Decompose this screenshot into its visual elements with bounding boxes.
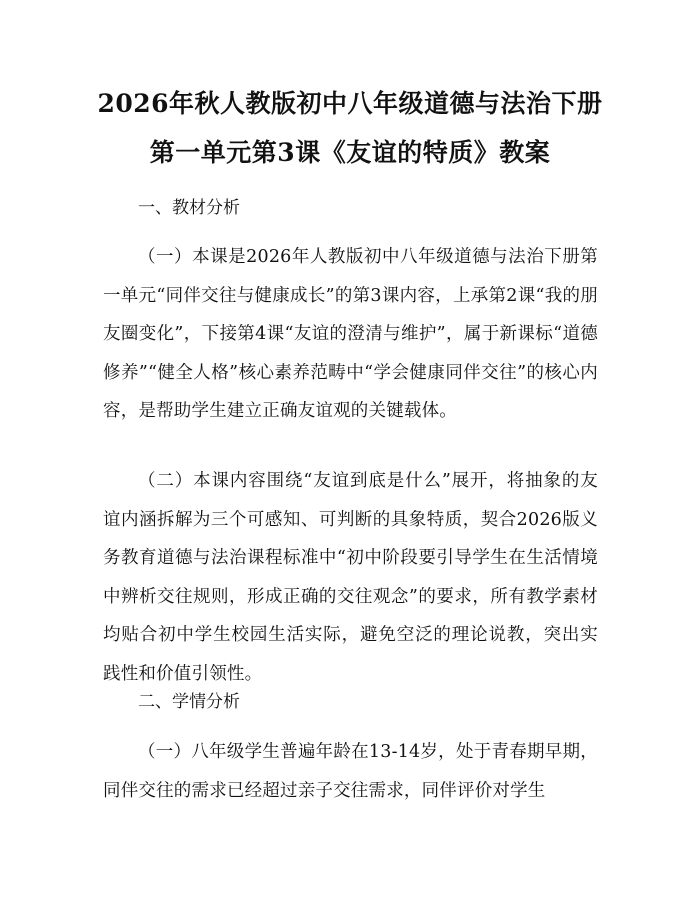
paragraph-textbook-analysis-1: （一）本课是2026年人教版初中八年级道德与法治下册第一单元“同伴交往与健康成长”的第3课内容，上承第2课“我的朋友圈变化”，下接第4课“友谊的澄清与维护”，属于新课标“道德修养”“健全人格”核心素养范畴中“学会健康同伴交往”的核心内容，是帮助学生建立正确友谊观的关键载体。 [103,247,598,421]
paragraph-textbook-analysis-2: （二）本课内容围绕“友谊到底是什么”展开，将抽象的友谊内涵拆解为三个可感知、可判断的具象特质，契合2026版义务教育道德与法治课程标准中“初中阶段要引导学生在生活情境中辨析交往规则，形成正确的交往观念”的要求，所有教学素材均贴合初中学生校园生活实际，避免空泛的理论说教，突出实践性和价值引领性。 [103,471,598,684]
document-title-line-1: 2026年秋人教版初中八年级道德与法治下册 [97,89,603,118]
section-heading-student-analysis: 二、学情分析 [138,692,240,712]
paragraph-student-analysis-1: （一）八年级学生普遍年龄在13-14岁，处于青春期早期，同伴交往的需求已经超过亲子交往需求，同伴评价对学生 [103,742,598,801]
section-heading-textbook-analysis: 一、教材分析 [138,198,240,218]
document-title-line-2: 第一单元第3课《友谊的特质》教案 [149,138,551,167]
